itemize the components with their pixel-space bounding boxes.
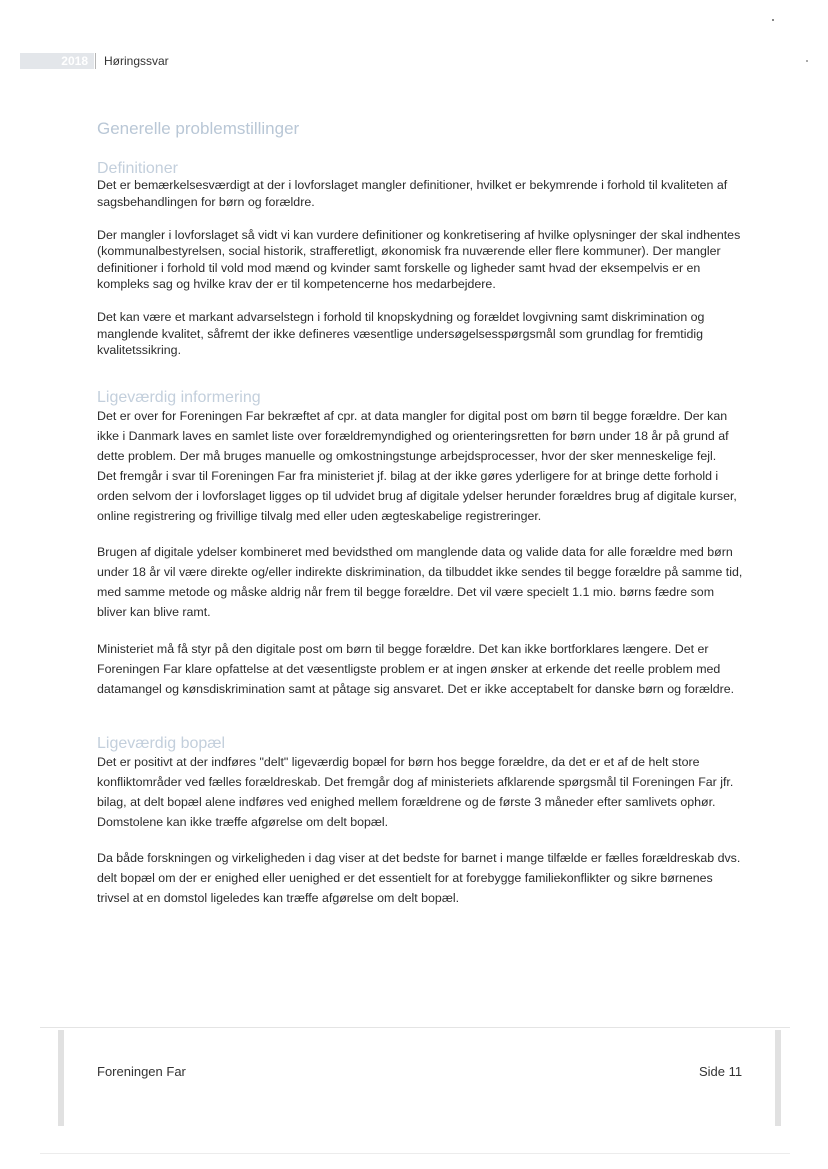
header-year: 2018	[20, 53, 94, 69]
scan-speck	[806, 60, 808, 62]
page-heading: Generelle problemstillinger	[97, 119, 300, 138]
footer-organization: Foreningen Far	[97, 1064, 186, 1079]
section-heading-definitioner: Definitioner	[97, 160, 178, 177]
header-divider	[95, 53, 96, 69]
footer-bottom-rule	[40, 1153, 790, 1154]
footer-bar-left	[58, 1030, 64, 1126]
paragraph: Det er positivt at der indføres "delt" ligeværdig bopæl for børn hos begge forældre, da det er et af de helt store konfliktområder ved fælles forældreskab. Det fremgår dog af ministeriets afklarende spørgsmål til Foreningen Far jfr. bilag, at delt bopæl alene indføres ved enighed mellem forældrene og de første 3 måneder efter samlivets ophør. Domstolene kan ikke træffe afgørelse om delt bopæl.	[97, 754, 734, 829]
paragraph: Det fremgår i svar til Foreningen Far fra ministeriet jf. bilag at der ikke gøres yderligere for at bringe dette forhold i orden selvom der i lovforslaget ligges op til udvidet brug af digitale ydelser herunder forældres brug af digitale kurser, online registrering og frivillige tilvalg med eller uden ægteskabelige registreringer.	[97, 468, 737, 523]
footer-bar-right	[775, 1030, 781, 1126]
paragraph: Der mangler i lovforslaget så vidt vi kan vurdere definitioner og konkretisering af hvilke oplysninger der skal indhentes (kommunalbestyrelsen, social historik, strafferetligt, økonomisk fra nuværende eller flere kommuner). Der mangler definitioner i forhold til vold mod mænd og kvinder samt forskelle og ligheder samt hvad der eksempelvis er en kompleks sag og hvilke krav der er til kompetencerne hos medarbejdere.	[97, 227, 741, 291]
footer-page-number: Side 11	[699, 1064, 743, 1079]
paragraph: Det er over for Foreningen Far bekræftet af cpr. at data mangler for digital post om børn til begge forældre. Der kan ikke i Danmark laves en samlet liste over forældremyndighed og orienteringsretten for børn under 18 år på grund af dette problem. Der må bruges manuelle og omkostningstunge arbejdsprocesser, hvor der sker menneskelige fejl.	[97, 408, 729, 463]
paragraph: Brugen af digitale ydelser kombineret med bevidsthed om manglende data og valide data for alle forældre med børn under 18 år vil være direkte og/eller indirekte diskrimination, da tilbuddet ikke sendes til begge forældre på samme tid, med samme metode og måske aldrig når frem til begge forældre. Det vil være specielt 1.1 mio. børns fædre som bliver kan blive ramt.	[97, 545, 743, 619]
paragraph: Det kan være et markant advarselstegn i forhold til knopskydning og forældet lovgivning samt diskrimination og manglende kvalitet, såfremt der ikke defineres væsentlige undersøgelsesspørgsmål som grundlag for fremtidig kvalitetssikring.	[97, 310, 705, 357]
footer-rule	[40, 1027, 790, 1028]
section-heading-ligevaerdig-informering: Ligeværdig informering	[97, 388, 261, 406]
section-heading-ligevaerdig-bopael: Ligeværdig bopæl	[97, 734, 226, 752]
paragraph: Da både forskningen og virkeligheden i dag viser at det bedste for barnet i mange tilfælde er fælles forældreskab dvs. delt bopæl om der er enighed eller uenighed er det essentielt for at forebygge familiekonflikter og sikre børnenes trivsel at en domstol ligeledes kan træffe afgørelse om delt bopæl.	[97, 851, 741, 905]
header-title: Høringssvar	[104, 54, 169, 68]
main-content	[97, 118, 747, 908]
paragraph: Det er bemærkelsesværdigt at der i lovforslaget mangler definitioner, hvilket er bekymrende i forhold til kvaliteten af sagsbehandlingen for børn og forældre.	[97, 178, 728, 209]
paragraph: Ministeriet må få styr på den digitale post om børn til begge forældre. Det kan ikke bortforklares længere. Det er Foreningen Far klare opfattelse at det væsentligste problem er at ingen ønsker at erkende det reelle problem med datamangel og kønsdiskrimination samt at påtage sig ansvaret. Det er ikke acceptabelt for danske børn og forældre.	[97, 641, 735, 696]
scan-speck	[772, 19, 774, 21]
